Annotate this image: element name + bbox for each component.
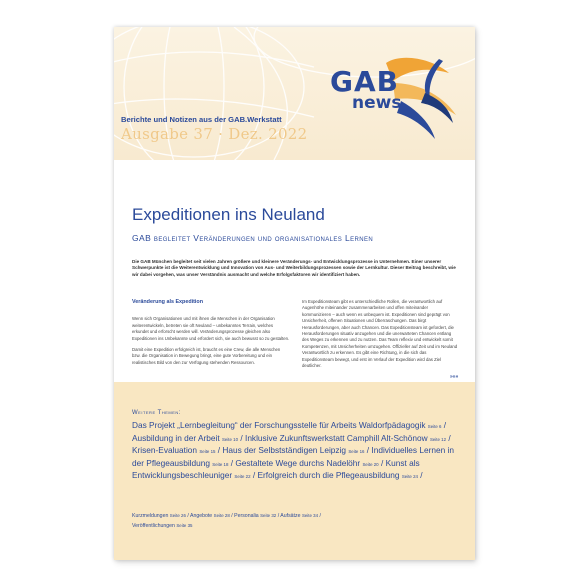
topic-title: Ausbildung in der Arbeit [132, 432, 220, 443]
topic-item[interactable] [222, 445, 364, 455]
topic-title: Aufsätze [280, 513, 301, 519]
separator: / [366, 445, 370, 456]
topic-page: Seite 15 [199, 449, 216, 455]
small-topics-list [132, 511, 467, 531]
further-topics-heading: Weitere Themen: [132, 410, 181, 416]
separator: / [277, 513, 280, 519]
topic-item[interactable] [132, 420, 441, 430]
article-column-right [302, 299, 458, 374]
section-heading: Veränderung als Expedition [132, 299, 203, 305]
separator: / [252, 470, 256, 481]
paragraph: Wenn sich Organisationen und mit ihnen die Menschen in der Organisation weiterentwickeln, betreten sie oft Neuland – unbekanntes Terrain, welches erkundet und erforscht werden will. Veränderungsprozesse gleichen also Expeditionen ins Unbekannte und erfordert sich, sie auch bewusst so zu gestalten. [132, 316, 290, 341]
topic-page: Seite 24 [401, 474, 418, 480]
separator: / [420, 470, 423, 481]
logo-wordmark-news: news [352, 93, 402, 113]
further-topics-list [132, 420, 467, 483]
separator: / [319, 513, 321, 519]
topic-page: Seite 22 [234, 474, 251, 480]
topic-item[interactable] [235, 458, 378, 468]
topic-item[interactable] [245, 433, 446, 443]
topic-page: Seite 28 [213, 513, 230, 518]
topic-page: Seite 10 [221, 436, 239, 442]
topic-page: Seite 26 [169, 513, 186, 518]
header-kicker: Berichte und Notizen aus der GAB.Werkstatt [121, 115, 282, 124]
issue-number: Ausgabe 37 · Dez. 2022 [121, 125, 308, 143]
topic-item[interactable] [234, 513, 276, 519]
topic-page: Seite 6 [427, 424, 442, 429]
separator: / [380, 457, 384, 468]
topic-title: Personalia [234, 513, 259, 519]
topic-title: Angebote [189, 513, 213, 519]
logo-wordmark-gab: GAB [330, 65, 399, 98]
article-title: Expeditionen ins Neuland [132, 205, 325, 224]
topic-page: Seite 32 [260, 513, 277, 518]
article-column-left [132, 299, 290, 371]
topic-page: Seite 18 [212, 461, 229, 467]
separator: / [448, 432, 451, 443]
topic-title: Individuelles Lernen in der Pflegeausbildung [132, 445, 454, 468]
topic-title: Haus der Selbstständigen Leipzig [222, 445, 347, 456]
topic-item[interactable] [257, 470, 418, 480]
topic-title: Erfolgreich durch die Pflegeausbildung [257, 470, 400, 481]
header-band [114, 27, 475, 160]
topic-item[interactable] [132, 445, 215, 455]
topic-page: Seite 12 [429, 436, 447, 442]
article-subtitle: GAB begleitet Veränderungen und organisationales Lernen [132, 233, 374, 243]
topic-item[interactable] [132, 523, 192, 529]
topic-item[interactable] [189, 513, 233, 519]
separator: / [240, 432, 243, 443]
topic-title: Gestaltete Wege durchs Nadelöhr [235, 457, 361, 468]
separator: / [187, 513, 189, 519]
separator: / [443, 420, 447, 430]
topic-item[interactable] [132, 433, 238, 443]
topic-title: Kunst als Entwicklungsbeschleuniger [132, 457, 420, 481]
topic-page: Seite 34 [301, 513, 319, 518]
paragraph: Damit eine Expedition erfolgreich ist, braucht es eine Crew, die alle Menschen bzw. die Organisation in Bewegung bringt, eine gute Vorbereitung und ein realistisches Bild von den zur Verfügung stehenden Ressourcen. [132, 347, 281, 365]
separator: / [230, 457, 234, 468]
topic-title: Inklusive Zukunftswerkstatt Camphill Alt-Schönow [245, 432, 428, 443]
magazine-cover [114, 27, 475, 560]
topic-page: Seite 16 [348, 449, 365, 455]
topic-title: Das Projekt „Lernbegleitung“ der Forschungsstelle für Arbeits Waldorfpädagogik [132, 420, 426, 430]
topic-item[interactable] [277, 513, 319, 519]
separator: / [231, 513, 233, 519]
topic-page: Seite 35 [176, 523, 193, 528]
separator: / [217, 445, 221, 456]
article-intro: Die GAB München begleitet seit vielen Jahren größere und kleinere Veränderungs- und Entwicklungsprozesse in Unternehmen. Einer unserer Schwerpunkte ist die Weiterentwicklung und Innovation von Aus- und Weiterbildungsprozessen sowie der Lernkultur. Dieser Beitrag beschreibt, wie wir dabei vorgehen, was unser Verständnis ausmacht und welche Erfolgsfaktoren wir identifiziert haben. [132, 259, 456, 277]
topic-page: Seite 20 [362, 461, 379, 467]
topic-item[interactable] [132, 513, 189, 519]
topic-title: Veröffentlichungen [132, 523, 175, 529]
topic-title: Kurzmeldungen [132, 513, 169, 519]
topic-title: Krisen-Evaluation [132, 445, 198, 456]
continue-arrows-icon: »»» [450, 374, 459, 380]
paragraph: Im Expeditionsteam gibt es unterschiedliche Rollen, die verantwortlich auf Augenhöhe miteinander zusammenarbeiten und offen miteinander kommunizieren – auch wenn es unbequem ist. Expeditionen sind geprägt von Unsicherheit, offenen Situationen und Überraschungen. Das birgt Herausforderungen, aber auch Chancen. Das Expeditionsteam ist gefordert, die Herausforderungen situativ anzugehen und die unerwarteten Chancen entlang des Weges zu erkennen und zu nutzen. Das Team reflexiv und entwickelt somit Kompetenzen, mit Unsicherheiten umzugehen. Offizieller auf Zeit und im Neuland Verantwortlich zu erkennen. Es gibt eine Richtung, in die sich das Expeditionsteam bewegt, und erst im Verlauf der Expedition wird das Ziel deutlicher. [302, 299, 458, 369]
